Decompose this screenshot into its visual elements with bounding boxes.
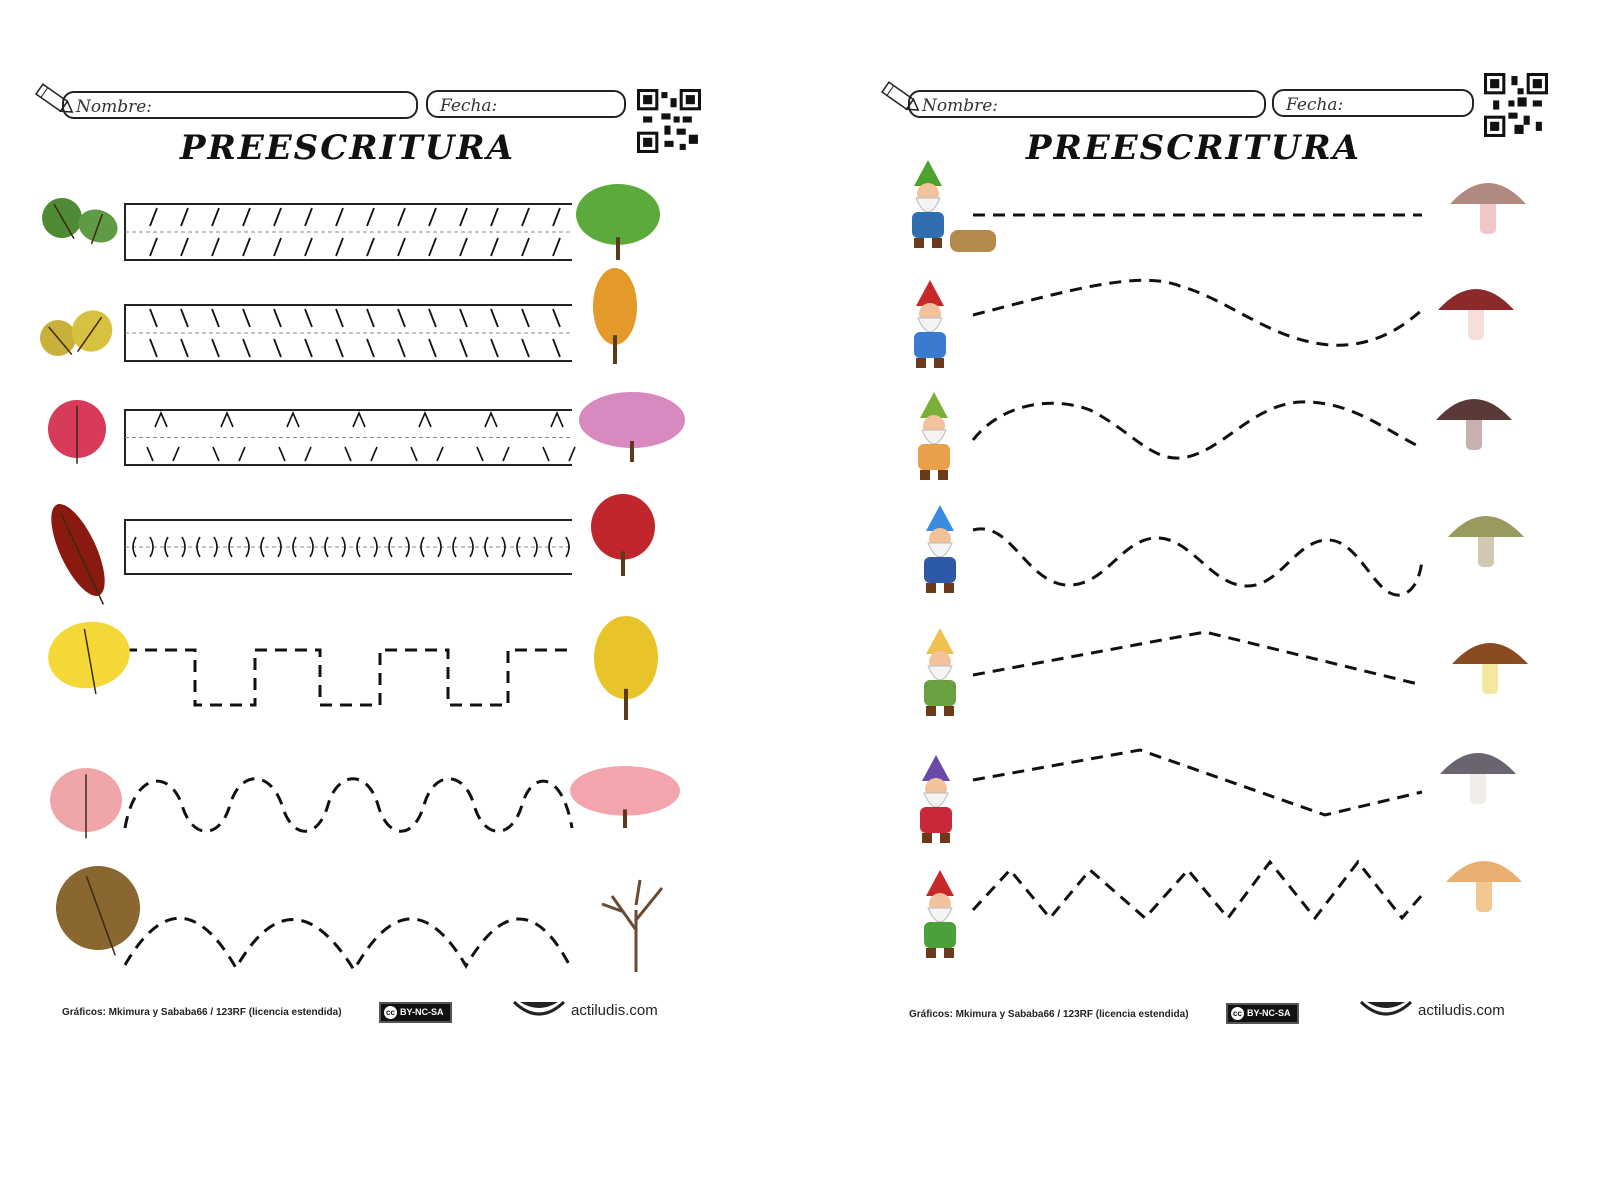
license-label: BY-NC-SA [400,1007,444,1017]
trace-row-7 [125,918,572,970]
credits-text: Gráficos: Mkimura y Sababa66 / 123RF (licencia estendida) [909,1009,1189,1020]
brown-mushrooms-icon [1452,643,1528,694]
license-badge [379,1002,452,1023]
gnome-blue-icon [924,505,956,593]
gnome-wheelbarrow-icon [912,160,944,248]
license-badge [1226,1003,1299,1024]
brown-leaf-icon [44,854,155,970]
olive-mushrooms-icon [1448,516,1524,567]
trace-row-2 [973,280,1422,345]
red-mushrooms-icon [1438,289,1514,340]
purple-mushrooms-icon [1436,399,1512,450]
pink-bush-icon [570,766,680,828]
pink-mushrooms-icon [1450,183,1526,234]
dark-red-leaf-icon [41,497,120,612]
pink-tree-icon [579,392,685,462]
trace-row-2 [125,305,572,361]
smile-logo-icon [510,996,568,1024]
trace-row-6 [125,779,572,832]
wheelbarrow-icon [950,230,996,252]
worksheet-gnomes [810,0,1620,1182]
brand-link[interactable]: actiludis.com [1418,1002,1505,1019]
red-maple-leaf-icon [48,400,106,464]
chanterelle-icon [1446,861,1522,912]
trace-row-1 [125,204,572,260]
trace-row-4 [125,520,572,574]
smile-logo-icon [1357,996,1415,1024]
red-tree-icon [591,494,655,576]
pink-leaf-icon [50,768,122,838]
page-title: PREESCRITURA [1026,128,1362,168]
date-label: Fecha: [1286,95,1344,115]
trace-row-5 [973,632,1422,685]
gnome-waving-icon [914,280,946,368]
date-label: Fecha: [440,96,498,116]
brand-link[interactable]: actiludis.com [571,1002,658,1019]
trace-row-3 [125,410,575,465]
cc-icon: cc [384,1006,397,1019]
bare-tree-icon [602,880,662,972]
page-title: PREESCRITURA [180,128,516,168]
trace-row-3 [973,402,1422,458]
trace-row-4 [973,529,1422,595]
gnome-pointing-icon [918,392,950,480]
trace-row-7 [973,862,1422,918]
trace-row-6 [973,750,1422,815]
name-label: Nombre: [922,96,999,116]
name-label: Nombre: [76,97,153,117]
license-label: BY-NC-SA [1247,1008,1291,1018]
gnome-shovel-icon [924,628,956,716]
grey-mushroom-icon [1440,753,1516,804]
yellow-leaf-icon [43,615,136,701]
credits-text: Gráficos: Mkimura y Sababa66 / 123RF (licencia estendida) [62,1007,342,1018]
yellow-tree-icon [594,616,658,720]
gnome-brush-icon [924,870,956,958]
gnome-spade-icon [920,755,952,843]
trace-row-5 [125,650,572,705]
green-tree-icon [576,184,660,260]
orange-tree-icon [593,268,637,364]
cc-icon: cc [1231,1007,1244,1020]
